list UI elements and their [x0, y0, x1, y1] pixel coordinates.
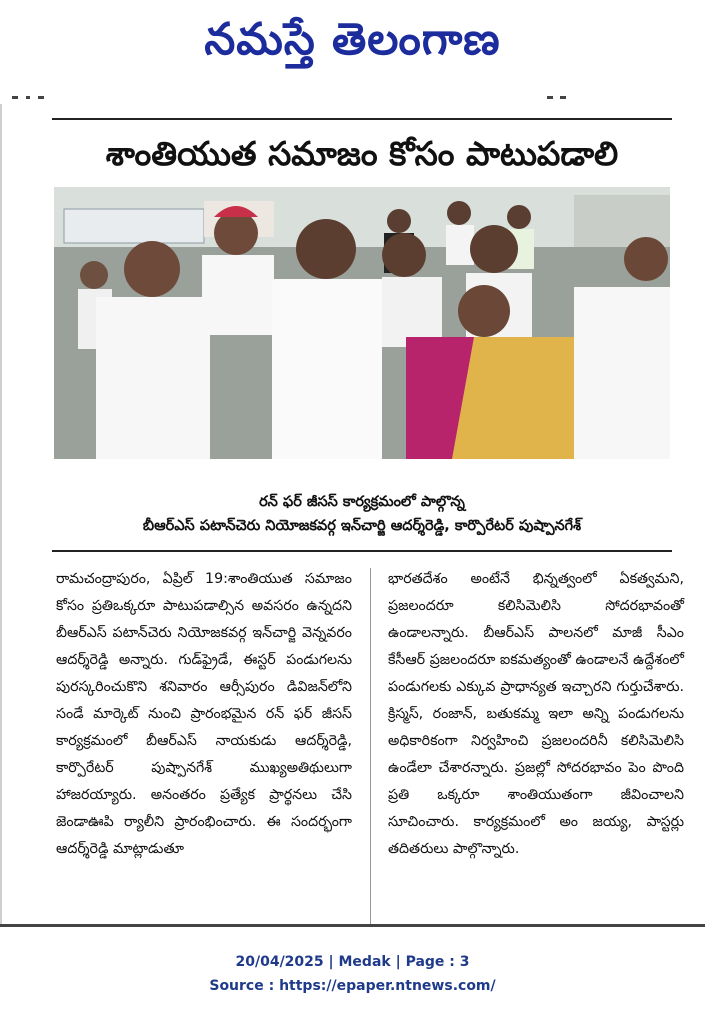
rally-photo-illustration: [54, 187, 670, 459]
article-body-column-left: రామచంద్రాపురం, ఏప్రిల్ 19:శాంతియుత సమాజం కోసం ప్రతిఒక్కరూ పాటుపడాల్సిన అవసరం ఉన్నదని బీఆర్ఎస్ పటాన్‌చెరు నియోజకవర్గ ఇన్‌చార్జి వెన్నవరం ఆదర్శ్‌రెడ్డి అన్నారు. గుడ్‌ఫ్రైడే, ఈస్టర్ పండుగలను పురస్కరించుకొని శనివారం ఆర్సీపురం డివిజన్‌లోని సండే మార్కెట్ నుంచి ప్రారంభమైన రన్ ఫర్ జీసస్ కార్యక్రమంలో బీఆర్ఎస్ నాయకుడు ఆదర్శ్‌రెడ్డి, కార్పొరేటర్ పుష్పానగేశ్ ముఖ్యఅతిథులుగా హాజరయ్యారు. అనంతరం ప్రత్యేక ప్రార్థనలు చేసి జెండాఊపి ర్యాలీని ప్రారంభించారు. ఈ సందర్భంగా ఆదర్శ్‌రెడ్డి మాట్లాడుతూ: [56, 571, 352, 857]
article-body-column-right: భారతదేశం అంటేనే భిన్నత్వంలో ఏకత్వమని, ప్రజలందరూ కలిసిమెలిసి సోదరభావంతో ఉండాలన్నారు. బీఆర్ఎస్ పాలనలో మాజీ సీఎం కేసీఆర్ ప్రజలందరూ ఐకమత్యంతో ఉండాలనే ఉద్దేశంలో పండుగలకు ఎక్కువ ప్రాధాన్యత ఇచ్చారని గుర్తుచేశారు. క్రిస్మస్, రంజాన్, బతుకమ్మ ఇలా అన్ని పండుగలను అధికారికంగా నిర్వహించి ప్రజలందరినీ కలిసిమెలిసి ఉండేలా చేశారన్నారు. ప్రజల్లో సోదరభావం పెం పొంది ప్రతి ఒక్కరూ శాంతియుతంగా జీవించాలని సూచించారు. కార్యక్రమంలో అం జయ్య, పాస్టర్లు తదితరులు పాల్గొన్నారు.: [388, 571, 684, 857]
news-article: [52, 118, 684, 932]
footer-source: Source : https://epaper.ntnews.com/: [209, 978, 496, 994]
column-divider: [370, 568, 371, 924]
page-footer: [0, 950, 705, 998]
news-photo: [54, 187, 670, 459]
footer-date-edition: 20/04/2025 | Medak | Page : 3: [235, 954, 470, 970]
caption-divider: [52, 550, 672, 552]
caption-line-2: బీఆర్ఎస్ పటాన్‌చెరు నియోజకవర్గ ఇన్‌చార్జి ఆదర్శ్‌రెడ్డి, కార్పొరేటర్ పుష్పానగేశ్: [142, 518, 582, 534]
caption-line-1: రన్ ఫర్ జీసస్ కార్యక్రమంలో పాల్గొన్న: [259, 494, 465, 510]
masthead-title: నమస్తే తెలంగాణ: [204, 14, 501, 65]
photo-caption: [52, 490, 672, 538]
article-headline: శాంతియుత సమాజం కోసం పాటుపడాలి: [105, 134, 619, 173]
page-edge: [0, 104, 2, 924]
footer-divider: [0, 924, 705, 927]
header-divider: [12, 96, 693, 102]
